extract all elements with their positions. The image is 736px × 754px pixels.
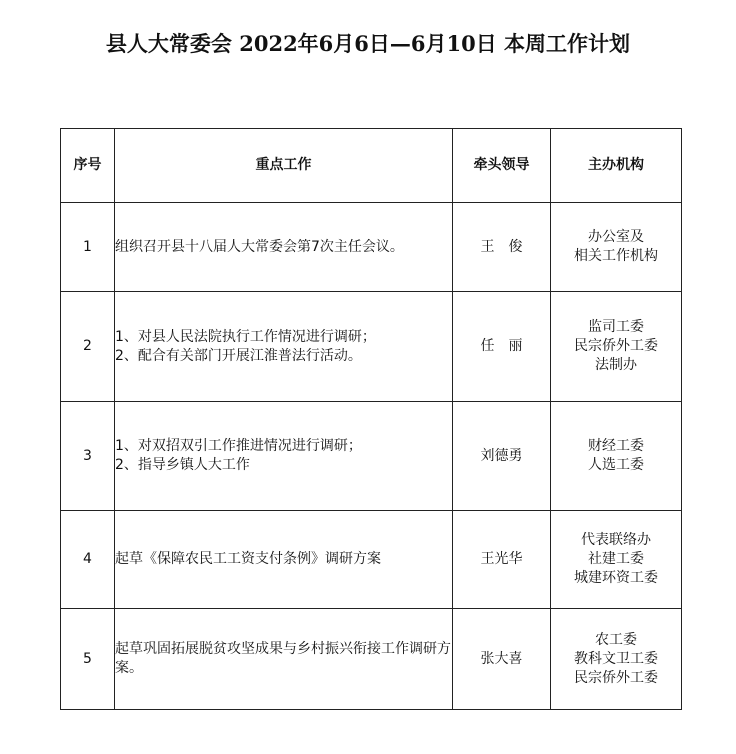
org-line: 社建工委 xyxy=(588,551,644,567)
header-num: 序号 xyxy=(61,129,115,203)
page-title: 县人大常委会 2022年6月6日—6月10日 本周工作计划 xyxy=(105,31,631,56)
row-lead: 王光华 xyxy=(453,511,551,609)
table-row xyxy=(61,203,682,292)
work-line: 1、对双招双引工作推进情况进行调研； xyxy=(115,438,362,454)
row-lead: 王俊 xyxy=(453,203,551,292)
table-row xyxy=(61,511,682,609)
org-line: 教科文卫工委 xyxy=(574,650,658,667)
org-line: 民宗侨外工委 xyxy=(574,338,658,354)
row-org xyxy=(551,402,682,511)
work-line: 起草巩固拓展脱贫攻坚成果与乡村振兴衔接工作调研方案。 xyxy=(115,641,451,676)
org-line: 人选工委 xyxy=(588,457,644,473)
row-org xyxy=(551,511,682,609)
row-work xyxy=(115,511,453,609)
row-work xyxy=(115,292,453,402)
table-row xyxy=(61,292,682,402)
row-lead: 张大喜 xyxy=(453,609,551,710)
row-number: 1 xyxy=(61,203,115,292)
row-work xyxy=(115,203,453,292)
org-line: 监司工委 xyxy=(588,319,644,335)
row-number: 4 xyxy=(61,511,115,609)
row-number: 3 xyxy=(61,402,115,511)
org-line: 法制办 xyxy=(595,357,637,373)
row-work xyxy=(115,402,453,511)
row-org xyxy=(551,203,682,292)
work-plan-table xyxy=(60,128,682,710)
org-line: 民宗侨外工委 xyxy=(574,669,658,686)
row-work xyxy=(115,609,453,710)
work-line: 起草《保障农民工工资支付条例》调研方案 xyxy=(115,551,381,567)
row-org xyxy=(551,292,682,402)
row-lead: 刘德勇 xyxy=(453,402,551,511)
work-line: 2、指导乡镇人大工作 xyxy=(115,457,250,473)
row-org xyxy=(551,609,682,710)
row-number: 5 xyxy=(61,609,115,710)
work-line: 1、对县人民法院执行工作情况进行调研； xyxy=(115,328,376,345)
header-work: 重点工作 xyxy=(115,129,453,203)
header-lead: 牵头领导 xyxy=(453,129,551,203)
org-line: 办公室及 xyxy=(588,229,644,245)
work-line: 2、配合有关部门开展江淮普法行活动。 xyxy=(115,347,362,364)
row-lead: 任丽 xyxy=(453,292,551,402)
org-line: 财经工委 xyxy=(588,438,644,454)
org-line: 代表联络办 xyxy=(581,532,651,548)
org-line: 城建环资工委 xyxy=(574,570,658,586)
header-org: 主办机构 xyxy=(551,129,682,203)
row-number: 2 xyxy=(61,292,115,402)
org-line: 农工委 xyxy=(595,631,637,648)
table-row xyxy=(61,402,682,511)
work-line: 组织召开县十八届人大常委会第7次主任会议。 xyxy=(115,238,404,255)
table-header-row xyxy=(61,129,682,203)
table-row xyxy=(61,609,682,710)
org-line: 相关工作机构 xyxy=(574,248,658,264)
